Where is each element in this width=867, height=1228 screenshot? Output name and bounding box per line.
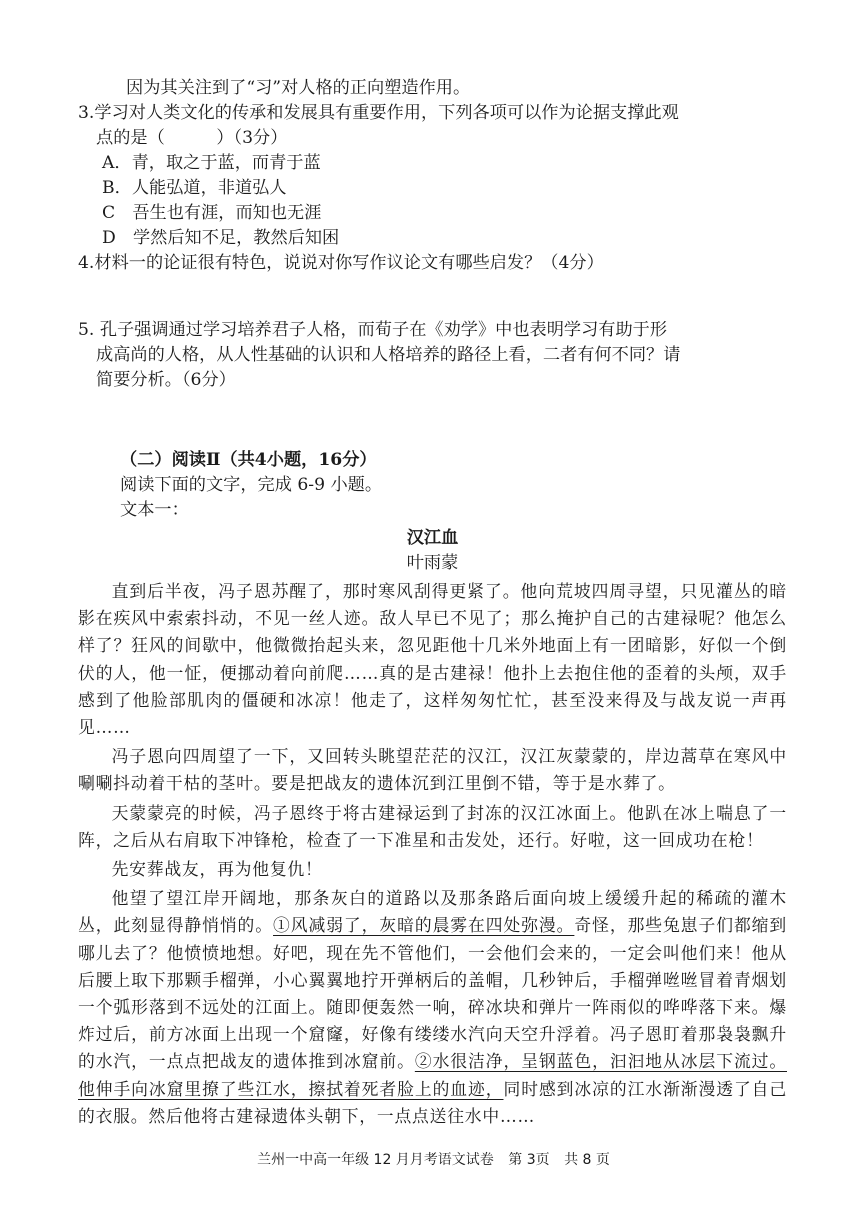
story-paragraph-2: 冯子恩向四周望了一下，又回转头眺望茫茫的汉江，汉江灰蒙蒙的，岸边蒿草在寒风中唰唰抖动着干枯的茎叶。要是把战友的遗体沉到江里倒不错，等于是水葬了。 [78,746,787,794]
question-5-stem-line-1: 5. 孔子强调通过学习培养君子人格，而荀子在《劝学》中也表明学习有助于形 [78,320,668,340]
story-paragraph-5-text-b: 奇怪，那些兔崽子们都缩到哪儿去了？他愤愤地想。好吧，现在先不管他们，一会他们会来的，一定会叫他们来！他从后腰上取下那颗手榴弹，小心翼翼地拧开弹柄后的盖帽，几秒钟后，手榴弹咝咝冒着青烟划一个弧形落到不远处的江面上。随即便轰然一响，碎冰块和弹片一阵雨似的哗哗落下来。爆炸过后，前方冰面上出现一个窟窿，好像有缕缕水汽向天空升浮着。冯子恩盯着那袅袅飘升的水汽，一点点把战友的遗体推到冰窟前。 [78,915,787,1072]
footer-exam-name: 兰州一中高一年级 12 月月考语文试卷 [257,1152,494,1168]
text-one-label: 文本一： [120,500,189,520]
story-paragraph-5-text-c: 同时感到冰凉的江水渐渐漫透了自己的衣服。然后他将古建禄遗体头朝下，一点点送往水中…… [78,1078,787,1126]
footer-total-pages: 共 8 页 [564,1152,610,1168]
story-title: 汉江血 [406,528,459,548]
footer-page-number: 第 3页 [508,1152,550,1168]
question-3-stem-line-1: 3.学习对人类文化的传承和发展具有重要作用，下列各项可以作为论据支撑此观 [78,103,679,123]
story-paragraph-4: 先安葬战友，再为他复仇！ [111,859,323,880]
question-3-option-a: A．青，取之于蓝，而青于蓝 [102,153,321,173]
page-footer [0,1148,867,1173]
question-5-stem-line-2: 成高尚的人格，从人性基础的认识和人格培养的路径上看，二者有何不同？请 [96,345,681,365]
section-title: （二）阅读Ⅱ（共4小题，16分） [120,450,377,470]
section-instruction: 阅读下面的文字，完成 6-9 小题。 [120,475,383,495]
question-3-option-d: D 学然后知不足，教然后知困 [102,228,340,248]
question-3-option-c: C 吾生也有涯，而知也无涯 [102,203,322,223]
question-3-option-b: B．人能弘道，非道弘人 [102,178,287,198]
story-author: 叶雨蒙 [406,553,459,573]
story-paragraph-5 [78,885,787,1130]
story-paragraph-3: 天蒙蒙亮的时候，冯子恩终于将古建禄运到了封冻的汉江冰面上。他趴在冰上喘息了一阵，之后从右肩取下冲锋枪，检查了一下准星和击发处，还行。好啦，这一回成功在枪！ [78,802,787,850]
answer-fragment-line: 因为其关注到了“习”对人格的正向塑造作用。 [126,78,471,98]
story-paragraph-5-text-a: 他望了望江岸开阔地，那条灰白的道路以及那条路后面向坡上缓缓升起的稀疏的灌木丛，此刻显得静悄悄的。 [78,888,787,936]
story-paragraph-1: 直到后半夜，冯子恩苏醒了，那时寒风刮得更紧了。他向荒坡四周寻望，只见灌丛的暗影在疾风中索索抖动，不见一丝人迹。敌人早已不见了；那么掩护自己的古建禄呢？他怎么样了？狂风的间歇中，他微微抬起头来，忽见距他十几米外地面上有一团暗影，好似一个倒伏的人，他一怔，便挪动着向前爬……真的是古建禄！他扑上去抱住他的歪着的头颅，双手感到了他脸部肌肉的僵硬和冰凉！他走了，这样匆匆忙忙，甚至没来得及与战友说一声再见…… [78,581,787,738]
question-5-stem-line-3: 简要分析。（6分） [96,370,236,390]
question-3-stem-line-2: 点的是（ ）（3分） [96,128,288,148]
underlined-sentence-1: ①风减弱了，灰暗的晨雾在四处弥漫。 [273,915,575,936]
question-4-stem: 4.材料一的论证很有特色，说说对你写作议论文有哪些启发？（4分） [78,253,604,273]
underlined-sentence-2: ②水很洁净，呈钢蓝色，汩汩地从冰层下流过。他伸手向冰窟里撩了些江水，擦拭着死者脸上的血迹， [78,1051,787,1099]
